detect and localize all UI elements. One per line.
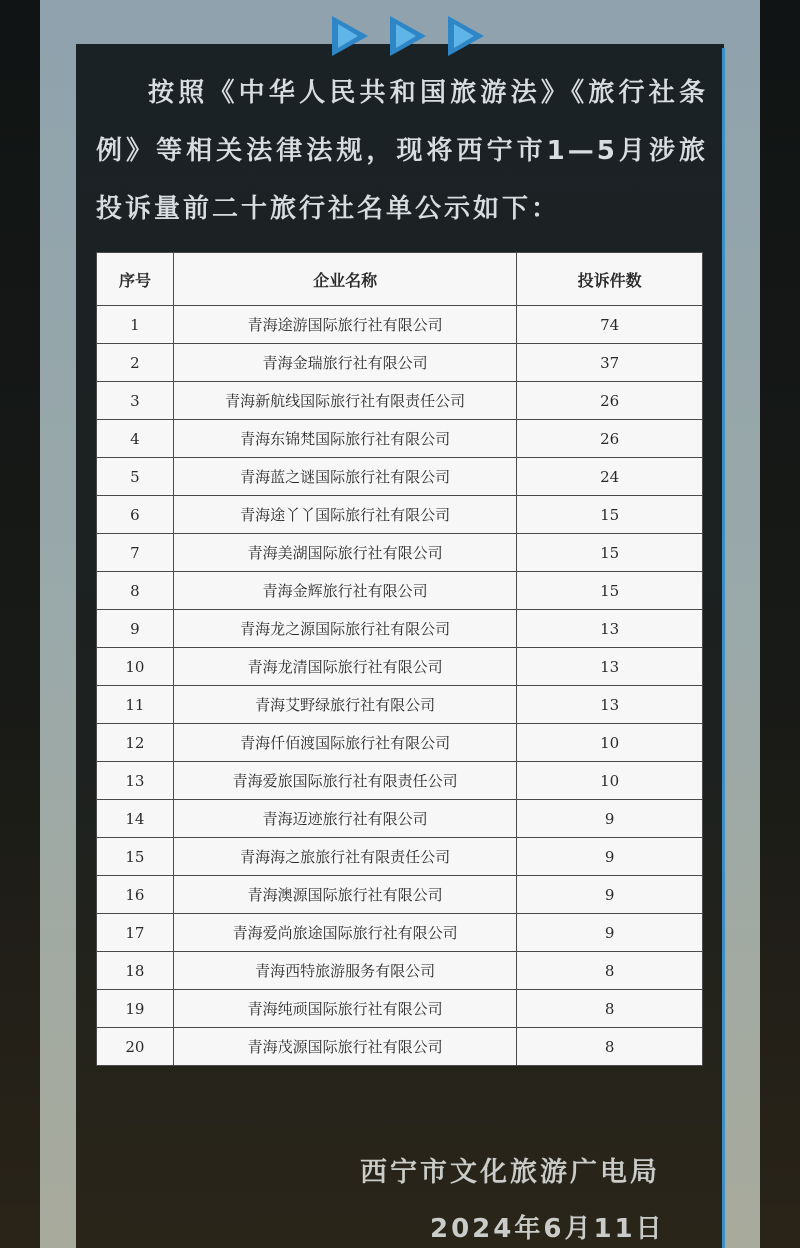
cell-index: 15 — [97, 838, 174, 876]
table-row — [97, 1028, 703, 1066]
cell-company: 青海金辉旅行社有限公司 — [173, 572, 516, 610]
cell-company: 青海爱尚旅途国际旅行社有限公司 — [173, 914, 516, 952]
cell-complaints: 26 — [517, 382, 703, 420]
cell-complaints: 8 — [517, 1028, 703, 1066]
cell-index: 16 — [97, 876, 174, 914]
cell-company: 青海仟佰渡国际旅行社有限公司 — [173, 724, 516, 762]
table-row — [97, 344, 703, 382]
cell-index: 19 — [97, 990, 174, 1028]
header-index: 序号 — [97, 253, 174, 306]
cell-company: 青海纯顽国际旅行社有限公司 — [173, 990, 516, 1028]
table-row — [97, 648, 703, 686]
table-row — [97, 724, 703, 762]
cell-index: 11 — [97, 686, 174, 724]
cell-complaints: 37 — [517, 344, 703, 382]
cell-index: 4 — [97, 420, 174, 458]
play-arrow-icon — [328, 14, 372, 58]
cell-company: 青海蓝之谜国际旅行社有限公司 — [173, 458, 516, 496]
cell-complaints: 15 — [517, 534, 703, 572]
table-row — [97, 496, 703, 534]
issuer-name: 西宁市文化旅游广电局 — [360, 1157, 660, 1188]
cell-company: 青海龙清国际旅行社有限公司 — [173, 648, 516, 686]
header-complaints: 投诉件数 — [517, 253, 703, 306]
cell-company: 青海海之旅旅行社有限责任公司 — [173, 838, 516, 876]
decorative-arrows — [328, 14, 498, 64]
table-row — [97, 686, 703, 724]
cell-index: 17 — [97, 914, 174, 952]
table-row — [97, 534, 703, 572]
issue-date: 2024年6月11日 — [430, 1214, 665, 1244]
cell-complaints: 13 — [517, 610, 703, 648]
table-row — [97, 762, 703, 800]
cell-index: 1 — [97, 306, 174, 344]
cell-company: 青海爱旅国际旅行社有限责任公司 — [173, 762, 516, 800]
table-row — [97, 800, 703, 838]
table-row — [97, 572, 703, 610]
cell-index: 7 — [97, 534, 174, 572]
cell-index: 2 — [97, 344, 174, 382]
cell-company: 青海西特旅游服务有限公司 — [173, 952, 516, 990]
complaint-table-container — [96, 252, 703, 1066]
table-row — [97, 306, 703, 344]
intro-paragraph: 按照《中华人民共和国旅游法》《旅行社条例》等相关法律法规，现将西宁市1—5月涉旅投诉量前二十旅行社名单公示如下： — [96, 78, 708, 224]
cell-complaints: 74 — [517, 306, 703, 344]
cell-complaints: 15 — [517, 572, 703, 610]
cell-index: 9 — [97, 610, 174, 648]
table-row — [97, 458, 703, 496]
table-row — [97, 990, 703, 1028]
table-row — [97, 914, 703, 952]
cell-company: 青海艾野绿旅行社有限公司 — [173, 686, 516, 724]
cell-company: 青海途丫丫国际旅行社有限公司 — [173, 496, 516, 534]
cell-company: 青海东锦梵国际旅行社有限公司 — [173, 420, 516, 458]
table-row — [97, 610, 703, 648]
play-arrow-icon — [444, 14, 488, 58]
cell-index: 10 — [97, 648, 174, 686]
cell-complaints: 15 — [517, 496, 703, 534]
table-header-row — [97, 253, 703, 306]
cell-index: 5 — [97, 458, 174, 496]
cell-complaints: 9 — [517, 800, 703, 838]
cell-complaints: 10 — [517, 762, 703, 800]
play-arrow-icon — [386, 14, 430, 58]
table-row — [97, 838, 703, 876]
cell-company: 青海龙之源国际旅行社有限公司 — [173, 610, 516, 648]
panel-accent-edge — [722, 48, 725, 1248]
cell-company: 青海金瑞旅行社有限公司 — [173, 344, 516, 382]
cell-complaints: 8 — [517, 990, 703, 1028]
cell-complaints: 26 — [517, 420, 703, 458]
cell-complaints: 10 — [517, 724, 703, 762]
cell-complaints: 8 — [517, 952, 703, 990]
cell-company: 青海新航线国际旅行社有限责任公司 — [173, 382, 516, 420]
table-row — [97, 952, 703, 990]
complaint-table — [96, 252, 703, 1066]
cell-index: 18 — [97, 952, 174, 990]
header-company: 企业名称 — [173, 253, 516, 306]
table-row — [97, 876, 703, 914]
cell-index: 8 — [97, 572, 174, 610]
cell-complaints: 9 — [517, 838, 703, 876]
cell-complaints: 9 — [517, 876, 703, 914]
cell-index: 6 — [97, 496, 174, 534]
cell-index: 14 — [97, 800, 174, 838]
cell-complaints: 24 — [517, 458, 703, 496]
cell-index: 3 — [97, 382, 174, 420]
cell-complaints: 9 — [517, 914, 703, 952]
cell-company: 青海迈迹旅行社有限公司 — [173, 800, 516, 838]
table-row — [97, 382, 703, 420]
cell-company: 青海茂源国际旅行社有限公司 — [173, 1028, 516, 1066]
cell-company: 青海澳源国际旅行社有限公司 — [173, 876, 516, 914]
cell-company: 青海途游国际旅行社有限公司 — [173, 306, 516, 344]
cell-company: 青海美湖国际旅行社有限公司 — [173, 534, 516, 572]
cell-complaints: 13 — [517, 686, 703, 724]
cell-index: 13 — [97, 762, 174, 800]
cell-index: 20 — [97, 1028, 174, 1066]
cell-index: 12 — [97, 724, 174, 762]
table-row — [97, 420, 703, 458]
cell-complaints: 13 — [517, 648, 703, 686]
